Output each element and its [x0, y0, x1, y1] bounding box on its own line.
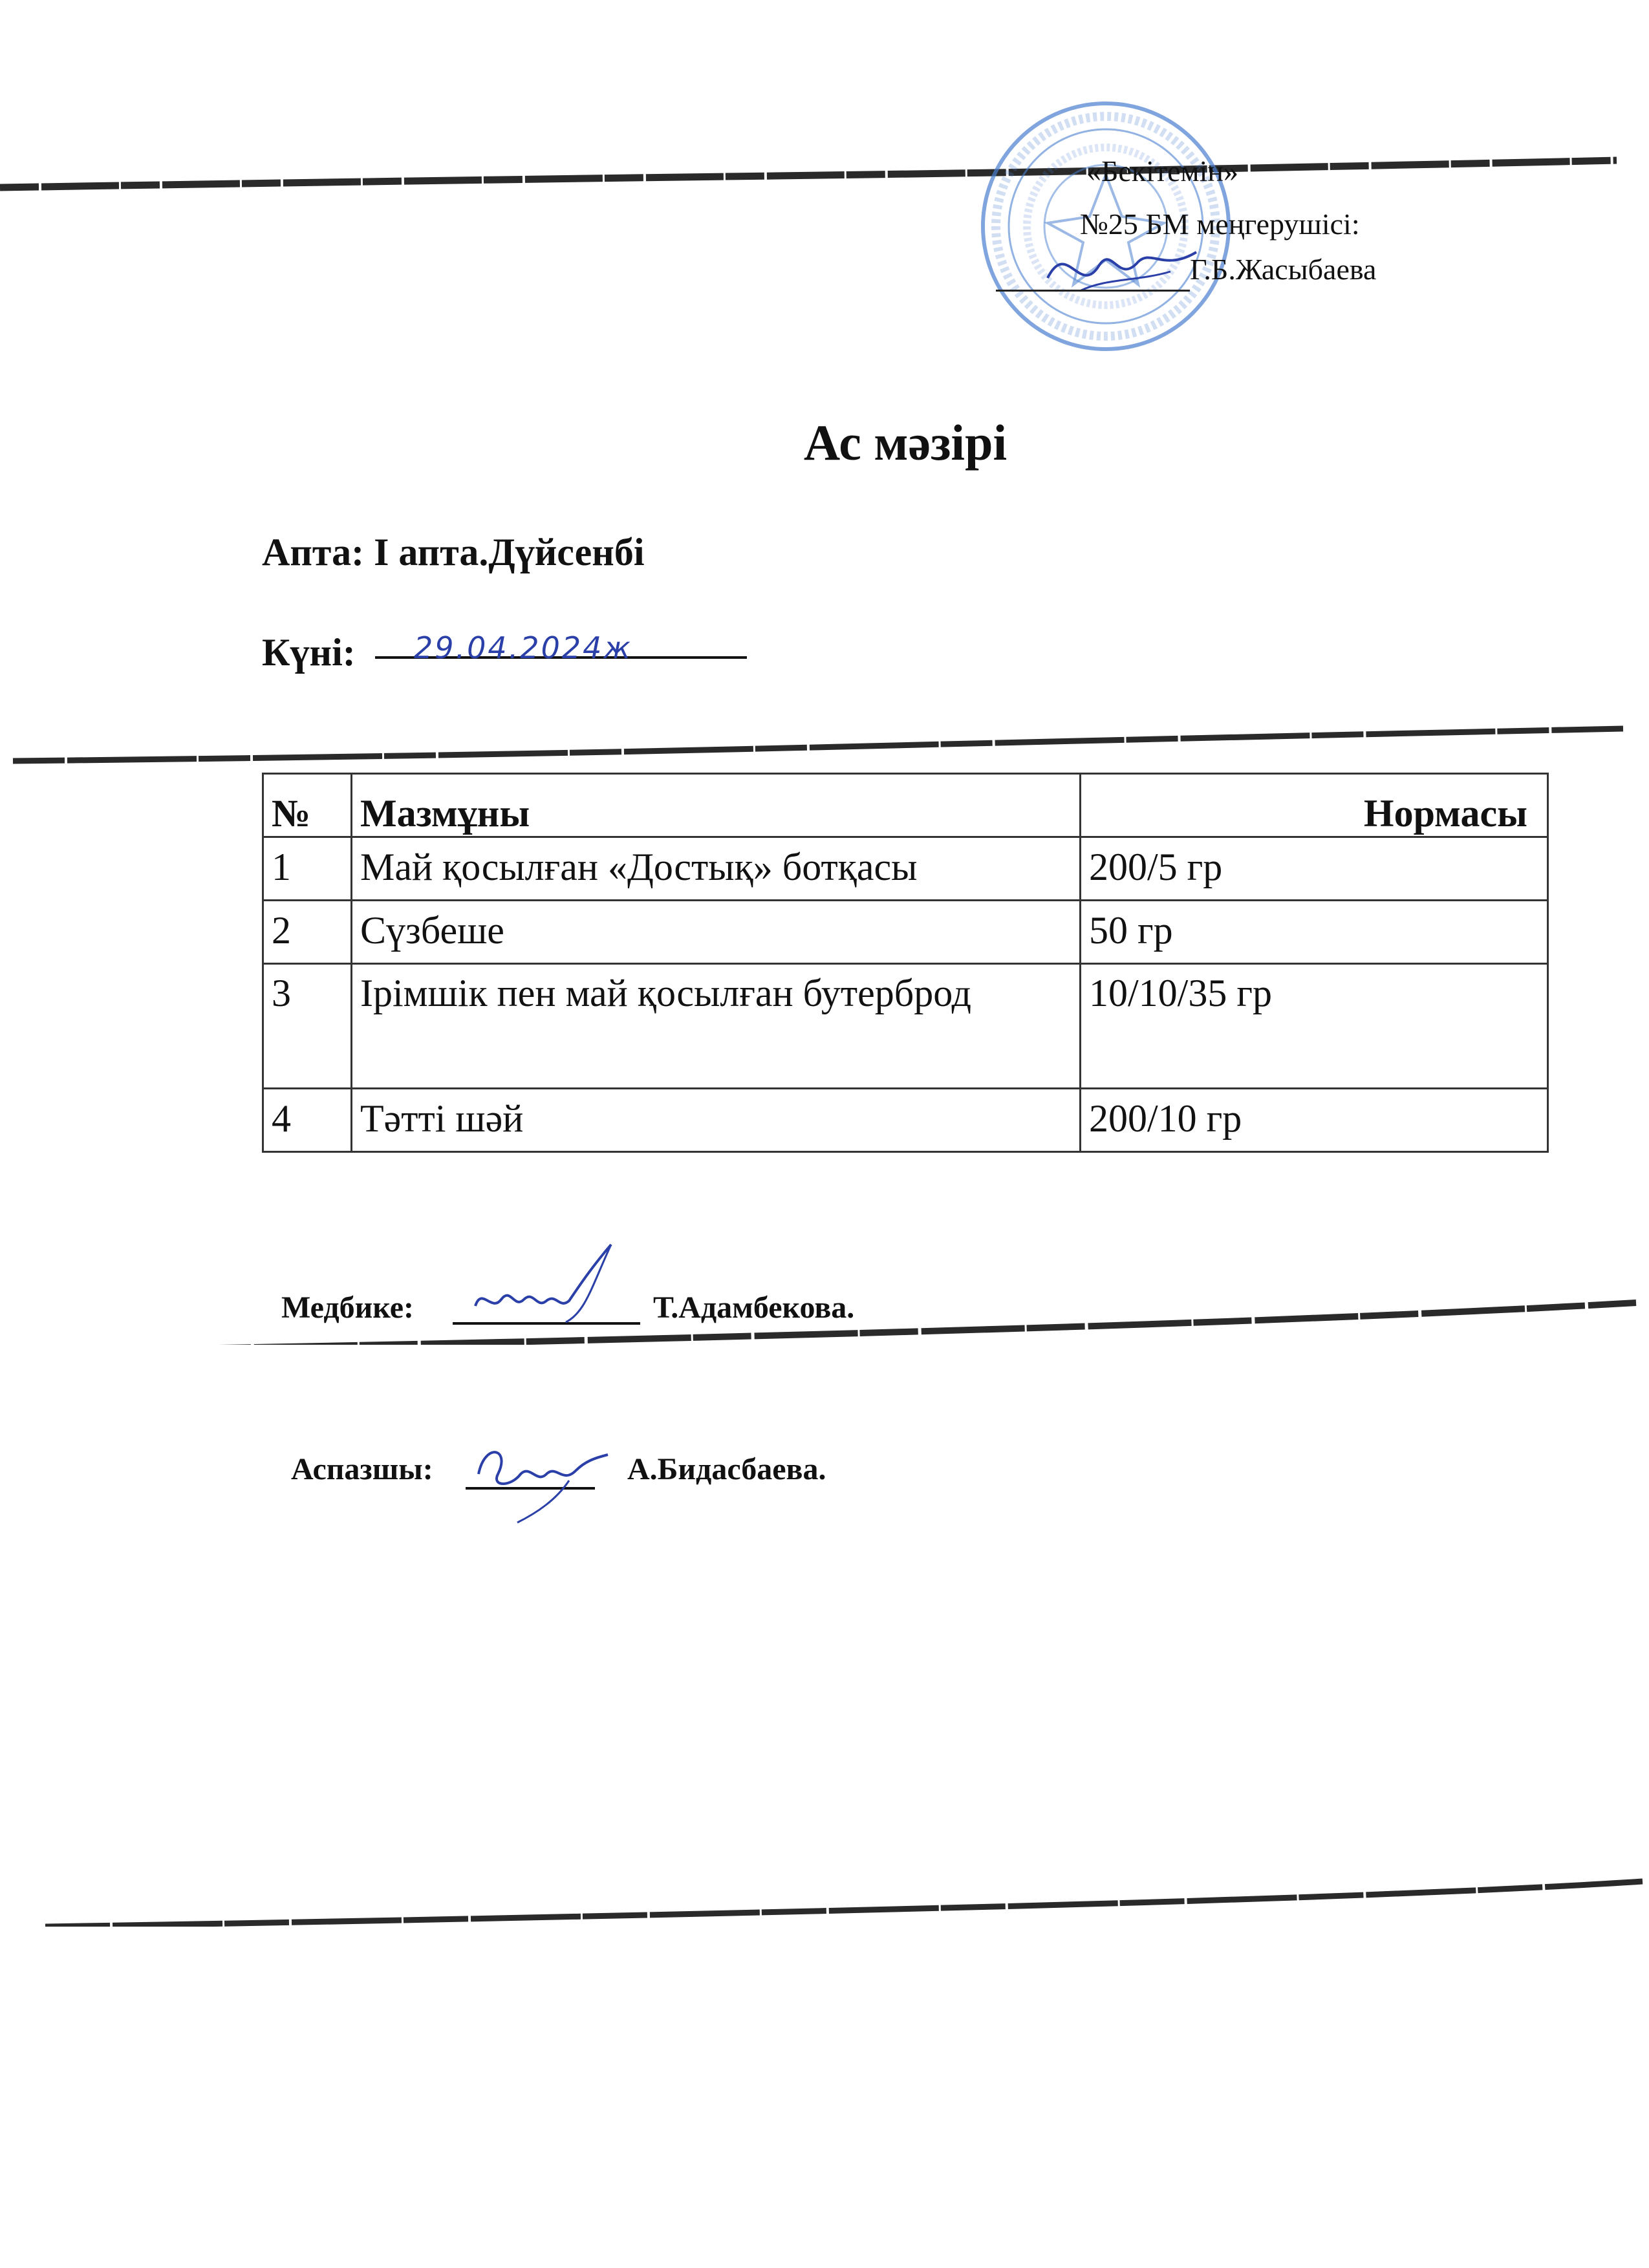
- approval-name: Г.Б.Жасыбаева: [1190, 253, 1377, 286]
- cell-norm: 200/10 гр: [1081, 1089, 1548, 1152]
- approval-role: №25 БМ меңгерушісі:: [1080, 208, 1360, 241]
- header-number: №: [263, 774, 352, 837]
- cell-content: Сүзбеше: [352, 901, 1081, 964]
- table-row: [263, 1089, 1548, 1152]
- table-row: [263, 964, 1548, 1089]
- scan-streak-2: [0, 721, 1649, 773]
- approval-signature-line: [996, 290, 1190, 292]
- nurse-signature-icon: [462, 1241, 630, 1332]
- cell-content: Май қосылған «Достық» ботқасы: [352, 837, 1081, 901]
- week-label: Апта: І апта.Дүйсенбі: [262, 531, 645, 573]
- date-value: 29.04.2024ж: [414, 630, 632, 665]
- scan-streak-4: [0, 1875, 1649, 1927]
- table-header-row: [263, 774, 1548, 837]
- cook-name: А.Бидасбаева.: [627, 1452, 826, 1486]
- cell-norm: 200/5 гр: [1081, 837, 1548, 901]
- cell-content: Тәтті шәй: [352, 1089, 1081, 1152]
- approval-block: [931, 149, 1513, 343]
- cell-number: 3: [263, 964, 352, 1089]
- nurse-name: Т.Адамбекова.: [653, 1290, 855, 1325]
- table-row: [263, 837, 1548, 901]
- nurse-label: Медбике:: [281, 1290, 415, 1325]
- cell-norm: 10/10/35 гр: [1081, 964, 1548, 1089]
- cell-number: 2: [263, 901, 352, 964]
- approval-title: «Бекітемін»: [1086, 155, 1238, 187]
- menu-table: [262, 773, 1549, 1153]
- cell-norm: 50 гр: [1081, 901, 1548, 964]
- cook-label: Аспазшы:: [291, 1452, 433, 1486]
- cook-signature-icon: [466, 1429, 614, 1526]
- cell-number: 4: [263, 1089, 352, 1152]
- cell-content: Ірімшік пен май қосылған бутерброд: [352, 964, 1081, 1089]
- cell-number: 1: [263, 837, 352, 901]
- table-row: [263, 901, 1548, 964]
- page-title: Ас мәзірі: [803, 414, 1008, 471]
- date-label: Күні:: [262, 631, 356, 674]
- header-norm: Нормасы: [1081, 774, 1548, 837]
- header-content: Мазмұны: [352, 774, 1081, 837]
